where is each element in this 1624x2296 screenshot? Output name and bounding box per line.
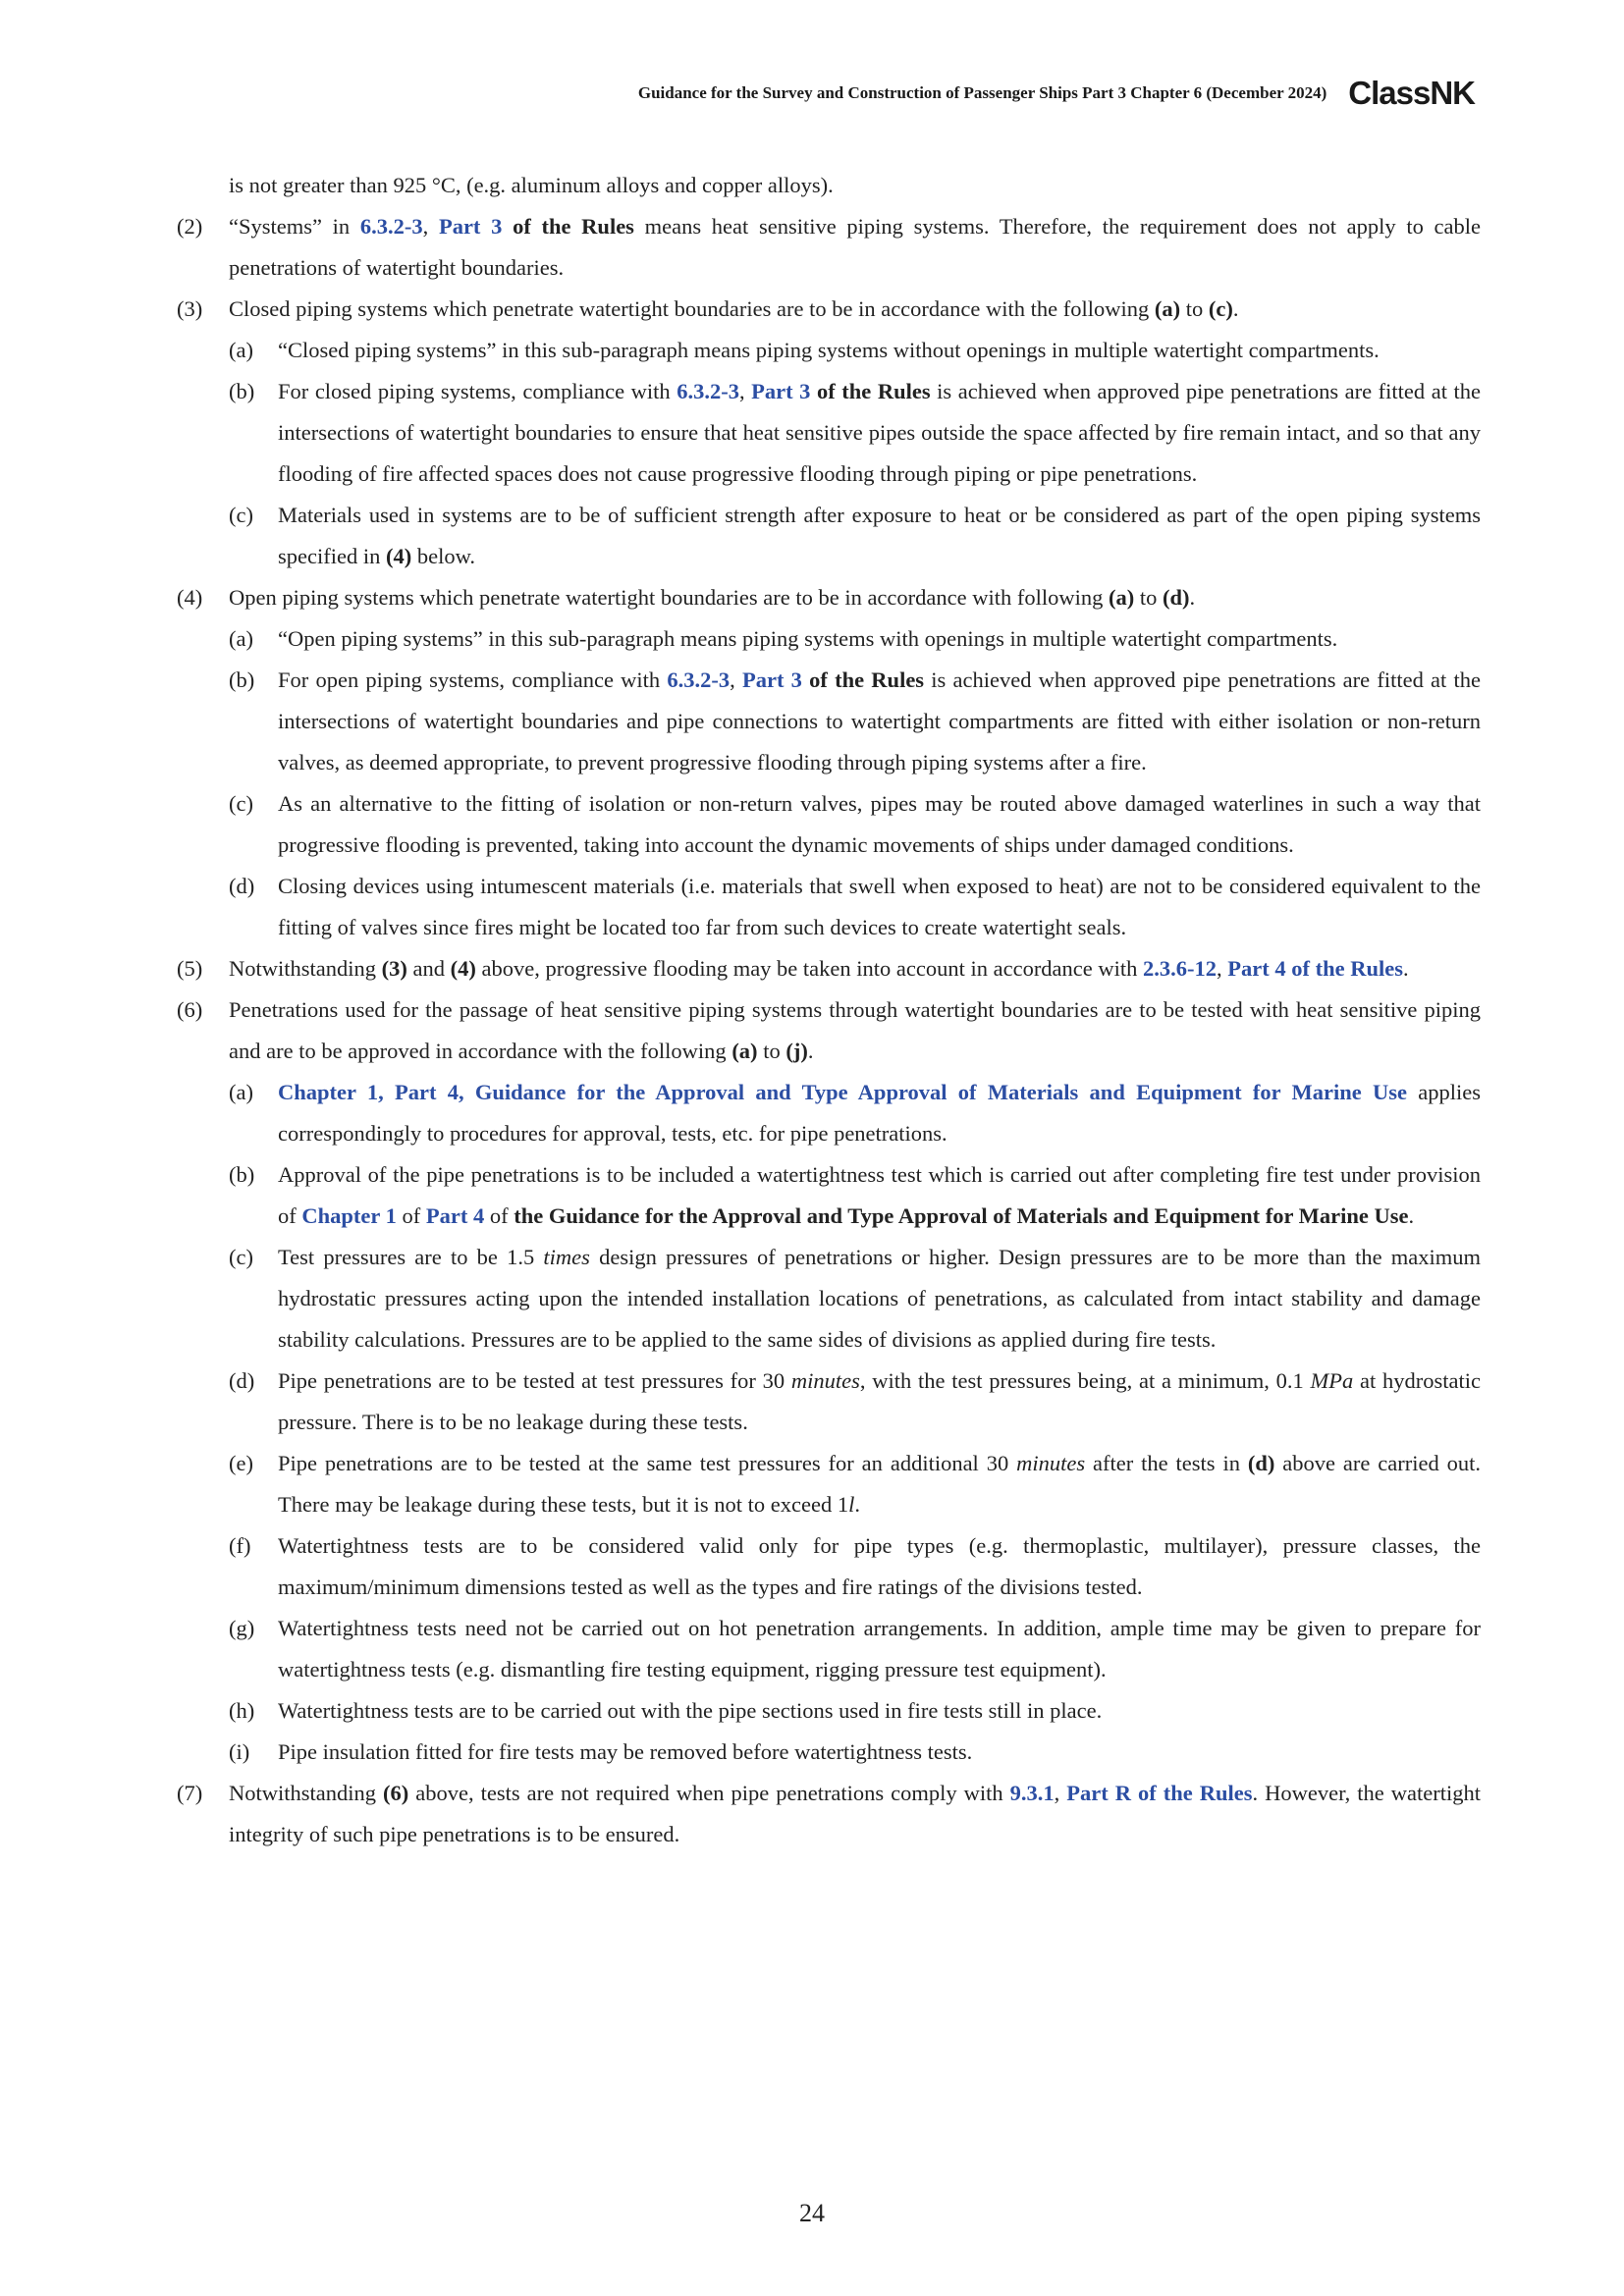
subitem-number: (c) <box>229 1245 253 1269</box>
rule-reference-link[interactable]: 6.3.2-3 <box>667 667 731 692</box>
guidance-reference-link[interactable]: Chapter 1, Part 4, Guidance for the Approval and Type Approval of Materials and Equipment for Marine Use <box>278 1080 1407 1104</box>
subitem-text: As an alternative to the fitting of isolation or non-return valves, pipes may be routed above damaged waterlines in such a way that progressive flooding is prevented, taking into account the dynamic movements of ships under damaged conditions. <box>278 791 1481 857</box>
subitem-text: For closed piping systems, compliance with 6.3.2-3, Part 3 of the Rules is achieved when approved pipe penetrations are fitted at the intersections of watertight boundaries to ensure that heat sensitive pipes outside the space affected by fire remain intact, and so that any flooding of fire affected spaces does not cause progressive flooding through piping or pipe penetrations. <box>278 379 1482 486</box>
item-number: (3) <box>177 296 203 321</box>
subitem-number: (a) <box>229 626 253 651</box>
subitem-text: Closing devices using intumescent materials (i.e. materials that swell when exposed to heat) are not to be considered equivalent to the fitting of valves since fires might be located too far from such devices to create watertight seals. <box>278 874 1481 939</box>
rule-reference-link[interactable]: Part 4 <box>425 1203 485 1228</box>
rule-reference-link[interactable]: Part 3 <box>741 667 802 692</box>
item-6 <box>177 989 1481 1072</box>
continuation-text: is not greater than 925 °C, (e.g. aluminum alloys and copper alloys). <box>229 173 834 197</box>
subitem-6h <box>229 1690 1481 1732</box>
subitem-4d <box>229 866 1481 948</box>
subitem-4b <box>229 660 1481 783</box>
subitem-6a <box>229 1072 1481 1154</box>
subitem-6d <box>229 1361 1481 1443</box>
subitem-text: For open piping systems, compliance with 6.3.2-3, Part 3 of the Rules is achieved when approved pipe penetrations are fitted at the intersections of watertight boundaries and pipe connections to watertight compartments are fitted with either isolation or non-return valves, as deemed appropriate, to prevent progressive flooding through piping systems after a fire. <box>278 667 1481 774</box>
subitem-4c <box>229 783 1481 866</box>
rule-reference-link[interactable]: 9.3.1 <box>1009 1781 1055 1805</box>
subitem-text: Watertightness tests are to be considered valid only for pipe types (e.g. thermoplastic, multilayer), pressure classes, the maximum/minimum dimensions tested as well as the types and fire ratings of the divisions tested. <box>278 1533 1481 1599</box>
subitem-number: (f) <box>229 1533 251 1558</box>
subitem-text: Watertightness tests need not be carried out on hot penetration arrangements. In addition, ample time may be given to prepare for watertightness tests (e.g. dismantling fire testing equipment, rigging pressure test equipment). <box>278 1616 1481 1682</box>
rule-reference-link[interactable]: Chapter 1 <box>301 1203 397 1228</box>
subitem-number: (e) <box>229 1451 253 1475</box>
subitem-text: Pipe penetrations are to be tested at test pressures for 30 minutes, with the test pressures being, at a minimum, 0.1 MPa at hydrostatic pressure. There is to be no leakage during these tests. <box>278 1368 1481 1434</box>
subitem-number: (b) <box>229 667 255 692</box>
classnk-logo: ClassNK <box>1348 75 1475 111</box>
subitem-number: (b) <box>229 379 255 403</box>
item-number: (5) <box>177 956 203 981</box>
subitem-number: (a) <box>229 1080 253 1104</box>
subitem-6f <box>229 1525 1481 1608</box>
item-4 <box>177 577 1481 618</box>
subitem-4a <box>229 618 1481 660</box>
subitem-number: (c) <box>229 503 253 527</box>
subitem-number: (a) <box>229 338 253 362</box>
rule-reference-link[interactable]: 6.3.2-3 <box>359 214 423 239</box>
item-number: (2) <box>177 214 203 239</box>
subitem-text: Pipe insulation fitted for fire tests may be removed before watertightness tests. <box>278 1739 973 1764</box>
subitem-text: Materials used in systems are to be of sufficient strength after exposure to heat or be considered as part of the open piping systems specified in (4) below. <box>278 503 1481 568</box>
rule-reference-link[interactable]: Part 4 of the Rules <box>1227 956 1403 981</box>
subitem-number: (i) <box>229 1739 250 1764</box>
rule-reference-link[interactable]: Part R of the Rules <box>1066 1781 1253 1805</box>
subitem-number: (g) <box>229 1616 255 1640</box>
item-7 <box>177 1773 1481 1855</box>
subitem-text: Approval of the pipe penetrations is to be included a watertightness test which is carried out after completing fire test under provision of Chapter 1 of Part 4 of the Guidance for the Approval and Type Approval of Materials and Equipment for Marine Use. <box>278 1162 1481 1228</box>
page-number: 24 <box>799 2199 825 2227</box>
item-text: “Systems” in 6.3.2-3, Part 3 of the Rules means heat sensitive piping systems. Therefore, the requirement does not apply to cable penetrations of watertight boundaries. <box>229 214 1482 280</box>
subitem-text: Pipe penetrations are to be tested at the same test pressures for an additional 30 minutes after the tests in (d) above are carried out. There may be leakage during these tests, but it is not to exceed 1l. <box>278 1451 1481 1517</box>
item-text: Notwithstanding (6) above, tests are not required when pipe penetrations comply with 9.3.1, Part R of the Rules. However, the watertight integrity of such pipe penetrations is to be ensured. <box>229 1781 1482 1846</box>
subitem-number: (d) <box>229 1368 255 1393</box>
subitem-6i <box>229 1732 1481 1773</box>
header-title: Guidance for the Survey and Construction of Passenger Ships Part 3 Chapter 6 (December 2024) <box>637 82 1327 102</box>
item-number: (6) <box>177 997 203 1022</box>
page-header <box>638 77 1475 109</box>
item-3 <box>177 289 1481 330</box>
subitem-text: “Open piping systems” in this sub-paragraph means piping systems with openings in multiple watertight compartments. <box>278 626 1338 651</box>
subitem-3a <box>229 330 1481 371</box>
subitem-3c <box>229 495 1481 577</box>
subitem-text: “Closed piping systems” in this sub-paragraph means piping systems without openings in multiple watertight compartments. <box>278 338 1380 362</box>
item-5 <box>177 948 1481 989</box>
item-number: (4) <box>177 585 203 610</box>
item-text: Penetrations used for the passage of heat sensitive piping systems through watertight boundaries are to be tested with heat sensitive piping and are to be approved in accordance with the following (a) to (j). <box>229 997 1481 1063</box>
subitem-3b <box>229 371 1481 495</box>
rule-reference-link[interactable]: 6.3.2-3 <box>677 379 739 403</box>
subitem-number: (d) <box>229 874 255 898</box>
document-body <box>177 165 1481 1855</box>
item-continuation <box>177 165 1481 206</box>
rule-reference-link[interactable]: 2.3.6-12 <box>1143 956 1218 981</box>
subitem-number: (b) <box>229 1162 255 1187</box>
subitem-text: Watertightness tests are to be carried out with the pipe sections used in fire tests still in place. <box>278 1698 1103 1723</box>
item-text: Open piping systems which penetrate watertight boundaries are to be in accordance with following (a) to (d). <box>229 585 1196 610</box>
subitem-number: (h) <box>229 1698 255 1723</box>
item-number: (7) <box>177 1781 203 1805</box>
rule-reference-link[interactable]: Part 3 <box>438 214 503 239</box>
subitem-6c <box>229 1237 1481 1361</box>
subitem-6e <box>229 1443 1481 1525</box>
subitem-text: Chapter 1, Part 4, Guidance for the Approval and Type Approval of Materials and Equipment for Marine Use applies correspondingly to procedures for approval, tests, etc. for pipe penetrations. <box>278 1080 1482 1146</box>
item-2 <box>177 206 1481 289</box>
subitem-6b <box>229 1154 1481 1237</box>
subitem-text: Test pressures are to be 1.5 times design pressures of penetrations or higher. Design pressures are to be more than the maximum hydrostatic pressures acting upon the intended installation locations of penetrations, as calculated from intact stability and damage stability calculations. Pressures are to be applied to the same sides of divisions as applied during fire tests. <box>278 1245 1481 1352</box>
subitem-6g <box>229 1608 1481 1690</box>
item-text: Closed piping systems which penetrate watertight boundaries are to be in accordance with the following (a) to (c). <box>229 296 1239 321</box>
subitem-number: (c) <box>229 791 253 816</box>
rule-reference-link[interactable]: Part 3 <box>751 379 811 403</box>
item-text: Notwithstanding (3) and (4) above, progressive flooding may be taken into account in accordance with 2.3.6-12, Part 4 of the Rules. <box>229 956 1409 981</box>
